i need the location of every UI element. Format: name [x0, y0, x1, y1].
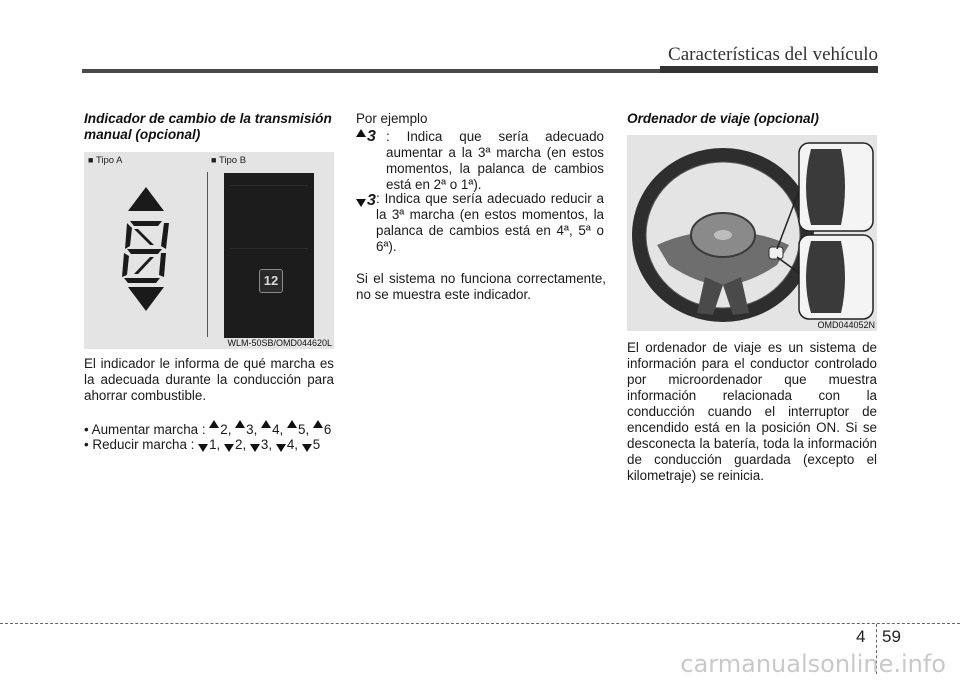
page-number: 59: [882, 627, 901, 646]
tipo-b-label: ■ Tipo B: [211, 155, 246, 166]
down-arrow-icon: [198, 444, 208, 452]
indicator-note: Si el sistema no funciona correctamente, no se muestra este indicador.: [356, 271, 606, 302]
down-arrow-icon: [276, 444, 286, 452]
tipo-a-label: ■ Tipo A: [88, 155, 123, 166]
gear-value: 2: [220, 422, 228, 437]
gear-number: 12: [263, 273, 279, 288]
downshift-label: • Reducir marcha :: [84, 437, 199, 452]
upshift-example-text: : Indica que sería adecuado aumentar a la 3ª marcha (en estos momentos, la palanca de cambios está en 2ª o 1ª).: [386, 129, 604, 192]
footer-dashed-line: [0, 623, 960, 624]
gear-value: 2: [235, 437, 243, 452]
example-title: Por ejemplo: [356, 111, 428, 126]
trip-computer-heading: Ordenador de viaje (opcional): [627, 111, 819, 126]
shift-indicator-paragraph: El indicador le informa de qué marcha es la adecuada durante la conducción para ahorrar combustible.: [84, 356, 334, 403]
up-arrow-icon: [356, 129, 366, 137]
gear-digit: 3: [367, 192, 376, 209]
header-accent-bar: [660, 66, 878, 73]
figure-code-left: WLM-50SB/OMD044620L: [227, 338, 332, 348]
figure-code-right: OMD044052N: [817, 320, 875, 330]
gear-value: 5: [312, 437, 321, 452]
downshift-example-text: : Indica que sería adecuado reducir a la 3ª marcha (en estos momentos, la palanca de cambios está en 4ª, 5ª o 6ª).: [376, 191, 604, 254]
gear-value: 5: [297, 422, 306, 437]
gear-value: 6: [323, 422, 332, 437]
shift-indicator-figure: [84, 152, 334, 349]
down-arrow-icon: [356, 199, 366, 207]
down-arrow-icon: [224, 444, 234, 452]
chapter-number: 4: [856, 627, 866, 646]
up-arrow-icon: [261, 420, 271, 428]
trip-computer-paragraph: El ordenador de viaje es un sistema de información para el conductor controlado por microordenador que muestra información relacionada con la conducción cuando el interruptor de encendido está en la posición ON. Si se desconecta la batería, toda la información de conducción guardada (excepto el kilometraje) se reinicia.: [627, 340, 877, 483]
upshift-list-item: • Aumentar marcha : 2, 3, 4, 5, 6: [84, 422, 332, 437]
section-title: Características del vehículo: [668, 44, 878, 65]
gear-value: 4: [286, 437, 295, 452]
watermark: carmanualsonline.info: [680, 650, 946, 678]
gear-value: 1: [209, 437, 217, 452]
shift-indicator-heading: Indicador de cambio de la transmisión manual (opcional): [84, 111, 332, 142]
up-arrow-icon: [313, 420, 323, 428]
figure-divider: [207, 172, 208, 337]
steering-wheel-figure: [627, 135, 877, 331]
tipo-b-display-panel: [224, 173, 314, 338]
gear-value: 4: [272, 422, 280, 437]
up-arrow-icon: [287, 420, 297, 428]
down-arrow-icon: [250, 444, 260, 452]
upshift-example-symbol: [356, 128, 386, 146]
up-arrow-icon: [209, 420, 219, 428]
steering-wheel-icon: [627, 135, 877, 331]
downshift-list-item: • Reducir marcha : 1, 2, 3, 4, 5: [84, 437, 321, 452]
gear-digit: 3: [367, 128, 376, 145]
gear-value: 3: [260, 437, 269, 452]
gear-value: 3: [246, 422, 254, 437]
tipo-a-gear-display-icon: [114, 185, 178, 313]
upshift-label: • Aumentar marcha :: [84, 422, 210, 437]
up-arrow-icon: [235, 420, 245, 428]
down-arrow-icon: [302, 444, 312, 452]
tipo-b-gear-indicator: [259, 269, 283, 293]
